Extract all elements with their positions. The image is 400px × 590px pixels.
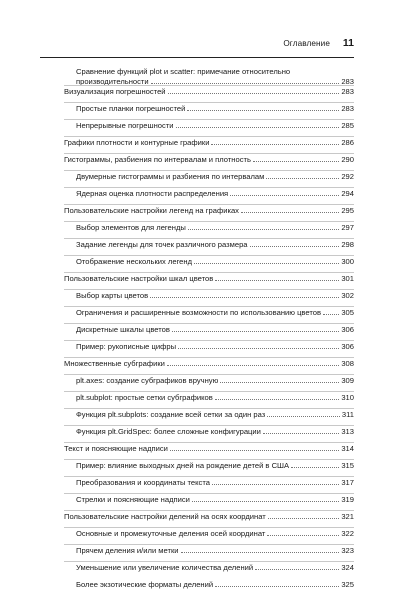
dot-leader [230, 195, 339, 196]
row-divider [64, 238, 354, 239]
toc-entry-text: Более экзотические форматы делений [76, 580, 214, 589]
toc-entry-text: производительности [76, 77, 149, 86]
row-divider [64, 170, 354, 171]
running-header-title: Оглавление [283, 39, 330, 48]
toc-entry-text: Стрелки и поясняющие надписи [76, 495, 190, 504]
toc-entry-text: Выбор карты цветов [76, 291, 149, 300]
toc-entry-text: Прячем деления и/или метки [76, 546, 179, 555]
row-divider [64, 85, 354, 86]
row-divider [64, 391, 354, 392]
toc-entry-page: 306 [341, 342, 354, 351]
row-divider [64, 476, 354, 477]
toc-entry[interactable] [76, 461, 354, 471]
toc-entry-page: 298 [341, 240, 354, 249]
toc-entry-page: 283 [341, 104, 354, 113]
row-divider [64, 544, 354, 545]
toc-section[interactable] [64, 206, 354, 216]
dot-leader [194, 263, 339, 264]
toc-entry-page: 294 [341, 189, 354, 198]
toc-entry-page: 308 [341, 359, 354, 368]
toc-entry[interactable] [76, 325, 354, 335]
dot-leader [178, 348, 339, 349]
toc-entry-page: 285 [341, 121, 354, 130]
dot-leader [255, 569, 339, 570]
row-divider [64, 221, 354, 222]
toc-entry-text: Пользовательские настройки легенд на графиках [64, 206, 239, 215]
toc-entry-text: Двумерные гистограммы и разбиения по интервалам [76, 172, 265, 181]
toc-entry-text: Преобразования и координаты текста [76, 478, 210, 487]
toc-entry-text: Пользовательские настройки шкал цветов [64, 274, 214, 283]
row-divider [64, 204, 354, 205]
toc-entry-text: plt.axes: создание субграфиков вручную [76, 376, 219, 385]
toc-entry-page: 322 [341, 529, 354, 538]
dot-leader [176, 127, 340, 128]
page-number: 11 [342, 37, 354, 49]
toc-entry-text: Выбор элементов для легенды [76, 223, 186, 232]
dot-leader [188, 229, 339, 230]
toc-entry[interactable] [76, 257, 354, 267]
toc-entry[interactable] [76, 376, 354, 386]
row-divider [64, 459, 354, 460]
toc-entry-page: 306 [341, 325, 354, 334]
toc-entry-text: Функция plt.subplots: создание всей сетки за один раз [76, 410, 266, 419]
dot-leader [268, 518, 340, 519]
toc-entry-text: Пример: влияние выходных дней на рождение детей в США [76, 461, 290, 470]
dot-leader [241, 212, 339, 213]
toc-entry-text: Уменьшение или увеличение количества делений [76, 563, 254, 572]
toc-entry[interactable] [76, 580, 354, 590]
running-header [40, 38, 354, 54]
toc-entry-text: Дискретные шкалы цветов [76, 325, 170, 334]
row-divider [64, 272, 354, 273]
toc-entry-text: Ограничения и расширенные возможности по использованию цветов [76, 308, 321, 317]
toc-entry-page: 309 [341, 376, 354, 385]
toc-entry-page: 311 [341, 410, 354, 419]
toc-entry-text: Основные и промежуточные деления осей координат [76, 529, 266, 538]
dot-leader [150, 297, 339, 298]
toc-entry[interactable] [76, 67, 354, 87]
toc-entry-page: 292 [341, 172, 354, 181]
toc-entry-page: 283 [341, 87, 354, 96]
toc-entry-page: 300 [341, 257, 354, 266]
dot-leader [267, 535, 339, 536]
dot-leader [172, 331, 339, 332]
toc-section[interactable] [64, 359, 354, 369]
toc-section[interactable] [64, 87, 354, 97]
row-divider [64, 153, 354, 154]
toc-entry-text: Пример: рукописные цифры [76, 342, 177, 351]
dot-leader [215, 586, 339, 587]
dot-leader [267, 416, 340, 417]
toc-entry[interactable] [76, 410, 354, 420]
dot-leader [253, 161, 339, 162]
toc-entry-page: 313 [341, 427, 354, 436]
toc-entry[interactable] [76, 121, 354, 131]
toc-entry-text: Простые планки погрешностей [76, 104, 186, 113]
toc-entry[interactable] [76, 495, 354, 505]
toc-entry-page: 286 [341, 138, 354, 147]
row-divider [64, 561, 354, 562]
header-rule [40, 57, 354, 58]
dot-leader [215, 280, 339, 281]
dot-leader [192, 501, 339, 502]
toc-entry-text: Визуализация погрешностей [64, 87, 166, 96]
row-divider [64, 442, 354, 443]
toc-entry-page: 315 [341, 461, 354, 470]
row-divider [64, 102, 354, 103]
toc-entry-page: 319 [341, 495, 354, 504]
row-divider [64, 374, 354, 375]
toc-entry[interactable] [76, 427, 354, 437]
toc-section[interactable] [64, 138, 354, 148]
toc-entry-page: 314 [341, 444, 354, 453]
toc-entry-page: 323 [341, 546, 354, 555]
toc-entry[interactable] [76, 223, 354, 233]
row-divider [64, 187, 354, 188]
toc-entry-page: 317 [341, 478, 354, 487]
toc-entry-text: Задание легенды для точек различного размера [76, 240, 248, 249]
toc-entry-text: Непрерывные погрешности [76, 121, 174, 130]
dot-leader [187, 110, 339, 111]
toc-entry-page: 283 [341, 77, 354, 86]
dot-leader [215, 399, 340, 400]
toc-entry-text: Функция plt.GridSpec: более сложные конфигурации [76, 427, 261, 436]
toc-entry-text: Гистограммы, разбиения по интервалам и плотность [64, 155, 251, 164]
dot-leader [220, 382, 339, 383]
toc-entry[interactable] [76, 546, 354, 556]
toc-entry-page: 324 [341, 563, 354, 572]
toc-entry-page: 310 [341, 393, 354, 402]
toc-entry[interactable] [76, 478, 354, 488]
toc-entry-page: 301 [341, 274, 354, 283]
toc-entry[interactable] [76, 342, 354, 352]
toc-entry-text: Текст и поясняющие надписи [64, 444, 168, 453]
row-divider [64, 425, 354, 426]
toc-entry-page: 325 [341, 580, 354, 589]
toc-entry-text: plt.subplot: простые сетки субграфиков [76, 393, 213, 402]
row-divider [64, 357, 354, 358]
toc-entry[interactable] [76, 308, 354, 318]
dot-leader [151, 83, 340, 84]
dot-leader [167, 365, 339, 366]
toc-section[interactable] [64, 155, 354, 165]
dot-leader [323, 314, 339, 315]
toc-entry-page: 305 [341, 308, 354, 317]
toc-entry[interactable] [76, 529, 354, 539]
toc-entry[interactable] [76, 291, 354, 301]
row-divider [64, 527, 354, 528]
toc-entry-text-line1: Сравнение функций plot и scatter: примечание относительно [76, 67, 291, 76]
dot-leader [250, 246, 340, 247]
dot-leader [211, 144, 339, 145]
row-divider [64, 493, 354, 494]
toc-section[interactable] [64, 444, 354, 454]
dot-leader [263, 433, 339, 434]
toc-entry-page: 302 [341, 291, 354, 300]
dot-leader [170, 450, 339, 451]
toc-entry[interactable] [76, 189, 354, 199]
dot-leader [212, 484, 339, 485]
dot-leader [181, 552, 340, 553]
dot-leader [168, 93, 340, 94]
toc-entry[interactable] [76, 393, 354, 403]
toc-entry-text: Графики плотности и контурные графики [64, 138, 210, 147]
toc-entry-page: 295 [341, 206, 354, 215]
toc-entry-text: Множественные субграфики [64, 359, 165, 368]
row-divider [64, 255, 354, 256]
toc-entry[interactable] [76, 104, 354, 114]
toc-entry-text: Ядерная оценка плотности распределения [76, 189, 229, 198]
toc-entry-text: Отображение нескольких легенд [76, 257, 193, 266]
row-divider [64, 119, 354, 120]
toc-section[interactable] [64, 512, 354, 522]
toc-entry-page: 297 [341, 223, 354, 232]
toc-entry[interactable] [76, 240, 354, 250]
toc-entry-text: Пользовательские настройки делений на осях координат [64, 512, 266, 521]
dot-leader [291, 467, 339, 468]
toc-section[interactable] [64, 274, 354, 284]
row-divider [64, 136, 354, 137]
toc-entry-page: 321 [341, 512, 354, 521]
toc-entry[interactable] [76, 172, 354, 182]
toc-entry-page: 290 [341, 155, 354, 164]
row-divider [64, 510, 354, 511]
row-divider [64, 408, 354, 409]
row-divider [64, 340, 354, 341]
row-divider [64, 306, 354, 307]
row-divider [64, 289, 354, 290]
dot-leader [266, 178, 339, 179]
row-divider [64, 323, 354, 324]
